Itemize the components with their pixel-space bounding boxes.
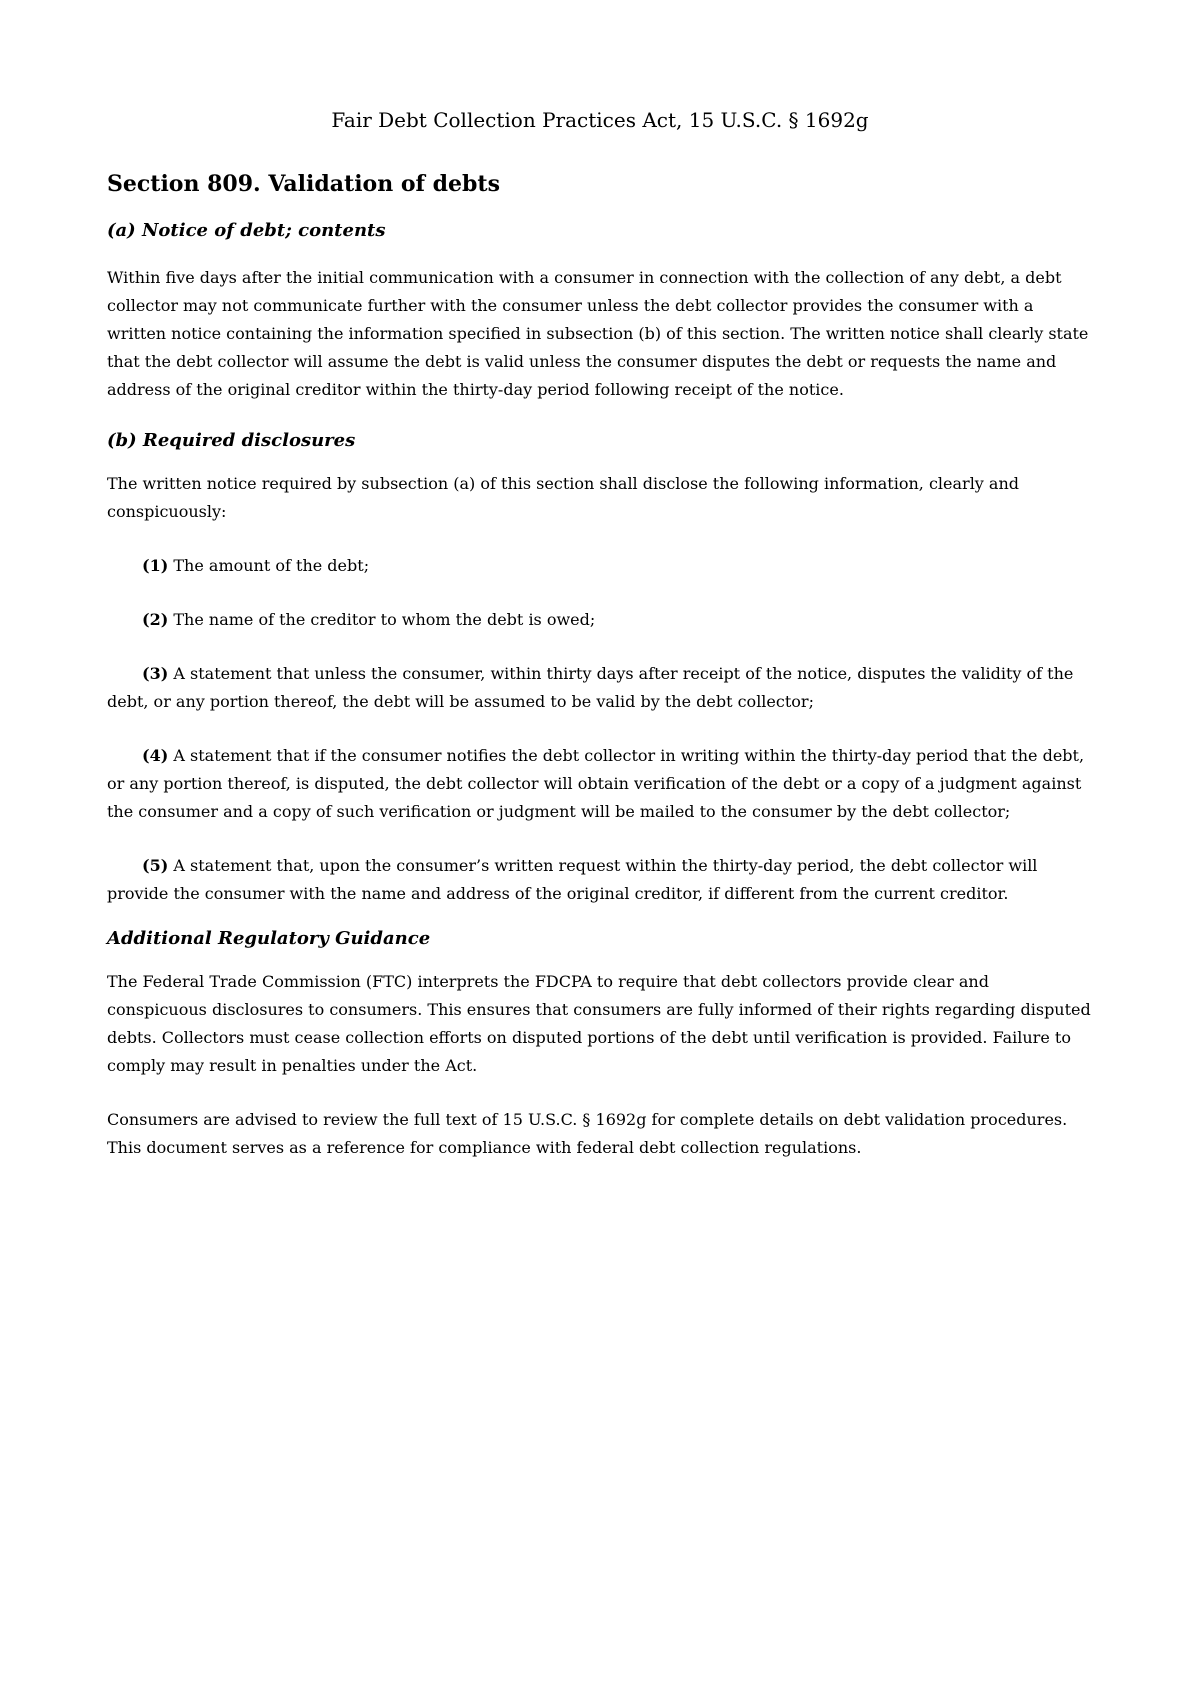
list-item-4 <box>107 742 1093 826</box>
list-item-5-text: A statement that, upon the consumer’s written request within the thirty-day period, the debt collector will provide the consumer with the name and address of the original creditor, if different from the current creditor. <box>107 856 1038 903</box>
list-item-1-marker: (1) <box>142 556 169 575</box>
guidance-paragraph-2: Consumers are advised to review the full text of 15 U.S.C. § 1692g for complete details on debt validation procedures. This document serves as a reference for compliance with federal debt collection regulations. <box>107 1110 1068 1157</box>
list-item-5-marker: (5) <box>142 856 169 875</box>
list-item-3 <box>107 660 1093 716</box>
list-item-4-marker: (4) <box>142 746 169 765</box>
list-item-2-text: The name of the creditor to whom the debt is owed; <box>173 610 596 629</box>
subsection-a-heading: (a) Notice of debt; contents <box>107 220 386 241</box>
list-item-2 <box>107 606 1093 634</box>
guidance-paragraph-1: The Federal Trade Commission (FTC) interprets the FDCPA to require that debt collectors provide clear and conspicuous disclosures to consumers. This ensures that consumers are fully informed of their rights regarding disputed debts. Collectors must cease collection efforts on disputed portions of the debt until verification is provided. Failure to comply may result in penalties under the Act. <box>107 972 1091 1075</box>
document-title: Fair Debt Collection Practices Act, 15 U.S.C. § 1692g <box>331 108 869 132</box>
subsection-a-paragraph: Within five days after the initial communication with a consumer in connection with the collection of any debt, a debt collector may not communicate further with the consumer unless the debt collector provides the consumer with a written notice containing the information specified in subsection (b) of this section. The written notice shall clearly state that the debt collector will assume the debt is valid unless the consumer disputes the debt or requests the name and address of the original creditor within the thirty-day period following receipt of the notice. <box>107 268 1089 399</box>
list-item-5 <box>107 852 1093 908</box>
subsection-b-heading: (b) Required disclosures <box>107 430 356 451</box>
list-item-2-marker: (2) <box>142 610 169 629</box>
list-item-1 <box>107 552 1093 580</box>
guidance-heading: Additional Regulatory Guidance <box>107 928 431 949</box>
section-heading: Section 809. Validation of debts <box>107 171 500 197</box>
list-item-3-text: A statement that unless the consumer, within thirty days after receipt of the notice, disputes the validity of the debt, or any portion thereof, the debt will be assumed to be valid by the debt collector; <box>107 664 1074 711</box>
list-item-1-text: The amount of the debt; <box>173 556 370 575</box>
subsection-b-intro: The written notice required by subsection (a) of this section shall disclose the following information, clearly and conspicuously: <box>107 474 1020 521</box>
list-item-4-text: A statement that if the consumer notifies the debt collector in writing within the thirty-day period that the debt, or any portion thereof, is disputed, the debt collector will obtain verification of the debt or a copy of a judgment against the consumer and a copy of such verification or judgment will be mailed to the consumer by the debt collector; <box>107 746 1085 821</box>
list-item-3-marker: (3) <box>142 664 169 683</box>
